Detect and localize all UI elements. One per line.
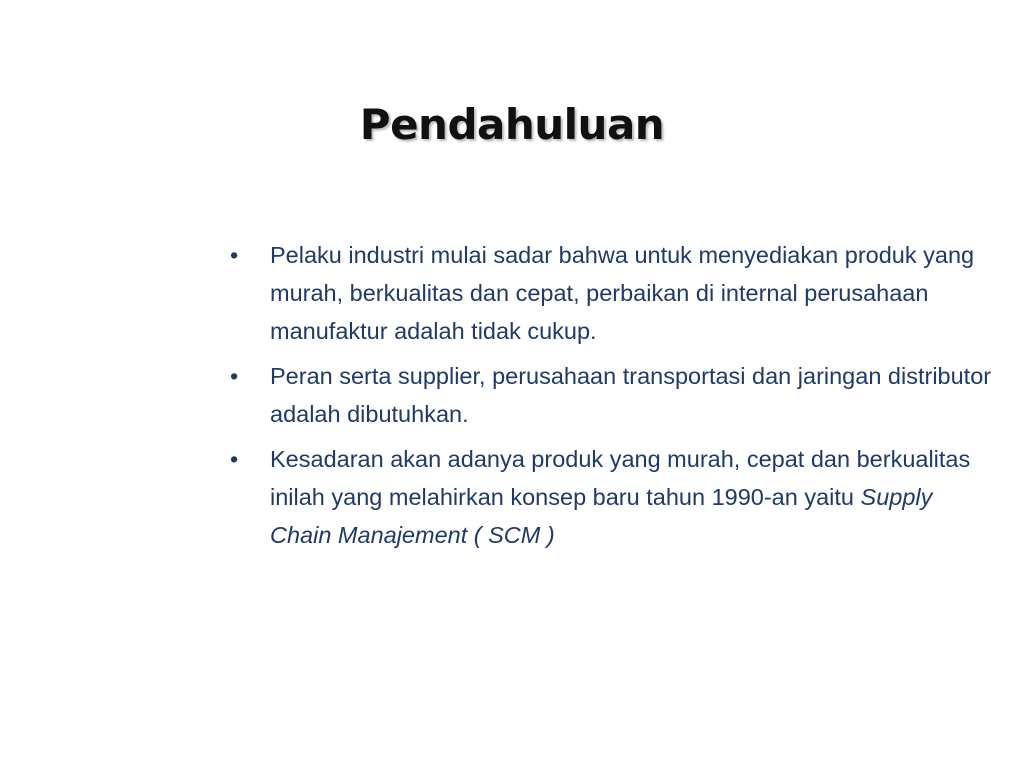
bullet-text: Peran serta supplier, perusahaan transportasi dan jaringan distributor adalah dibutuhkan. — [270, 363, 992, 427]
bullet-icon: • — [230, 446, 239, 472]
bullet-item — [228, 236, 998, 350]
bullet-text: Pelaku industri mulai sadar bahwa untuk menyediakan produk yang murah, berkualitas dan cepat, perbaikan di internal perusahaan manufaktur adalah tidak cukup. — [270, 242, 975, 344]
slide-title: Pendahuluan — [359, 100, 665, 150]
bullet-list — [228, 236, 998, 554]
bullet-icon: • — [230, 363, 239, 389]
bullet-item — [228, 357, 998, 433]
slide-content — [228, 236, 998, 561]
bullet-icon: • — [230, 242, 239, 268]
bullet-text: Kesadaran akan adanya produk yang murah, cepat dan berkualitas inilah yang melahirkan konsep baru tahun 1990-an yaitu — [270, 446, 971, 510]
bullet-item — [228, 440, 998, 554]
bullet-emphasis-text: Supply Chain Manajement ( SCM ) — [270, 484, 933, 548]
